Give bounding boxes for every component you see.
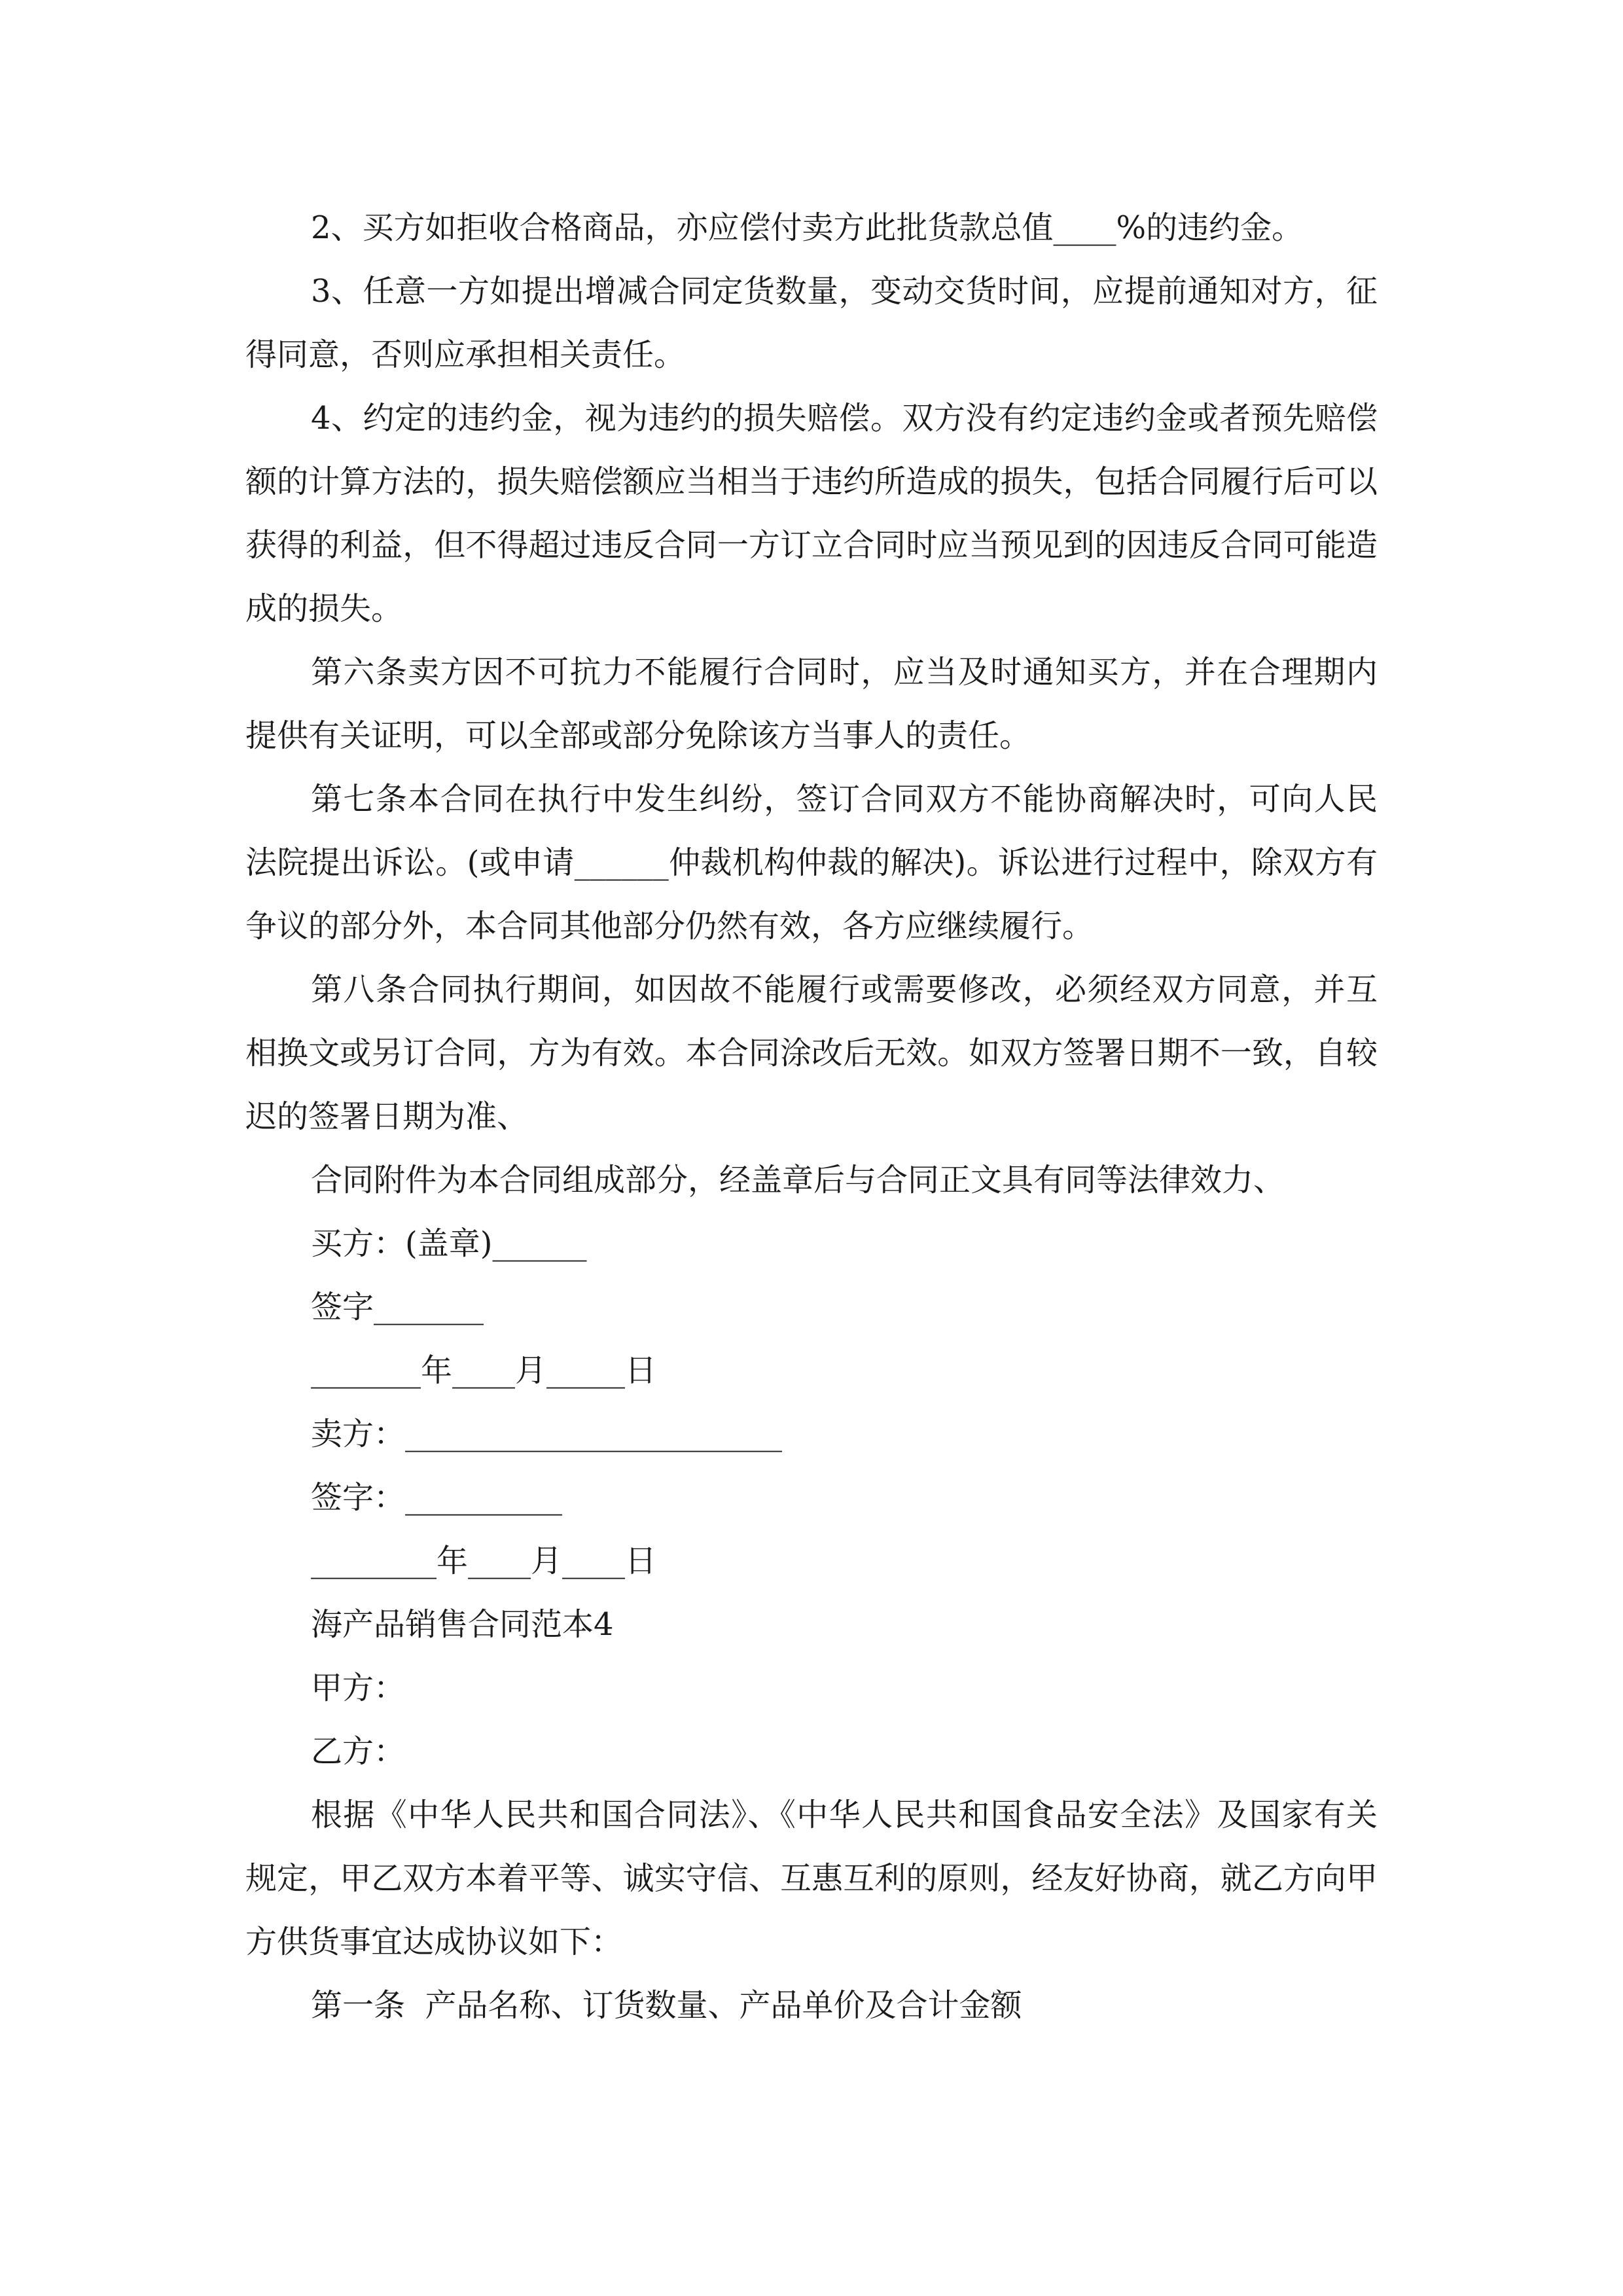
buyer-seal-line: 买方：(盖章)______ [311, 1225, 587, 1262]
party-a-line: 甲方： [311, 1670, 406, 1706]
paragraph-refusal-penalty: 2、买方如拒收合格商品，亦应偿付卖方此批货款总值____%的违约金。 [311, 209, 1304, 246]
paragraph-liquidated-damages: 4、约定的违约金，视为违约的损失赔偿。双方没有约定违约金或者预先赔偿额的计算方法的，损失赔偿额应当相当于违约所造成的损失，包括合同履行后可以获得的利益，但不得超过违反合同一方订立合同时应当预见到的因违反合同可能造成的损失。 [245, 400, 1378, 627]
buyer-signature-line: 签字_______ [311, 1289, 484, 1325]
paragraph-article-6: 第六条卖方因不可抗力不能履行合同时，应当及时通知买方，并在合理期内提供有关证明，可以全部或部分免除该方当事人的责任。 [245, 654, 1378, 754]
buyer-date-line: _______年____月_____日 [311, 1352, 657, 1389]
paragraph-article-8: 第八条合同执行期间，如因故不能履行或需要修改，必须经双方同意，并互相换文或另订合同，方为有效。本合同涂改后无效。如双方签署日期不一致，自较迟的签署日期为准、 [245, 971, 1378, 1135]
paragraph-attachments: 合同附件为本合同组成部分，经盖章后与合同正文具有同等法律效力、 [311, 1162, 1285, 1198]
article-1-heading: 第一条 产品名称、订货数量、产品单价及合计金额 [311, 1987, 1022, 2024]
document-page [245, 196, 1378, 2037]
seller-line: 卖方：________________________ [311, 1416, 783, 1452]
seller-date-line: ________年____月____日 [311, 1543, 657, 1579]
seller-signature-line: 签字：__________ [311, 1479, 563, 1516]
contract-4-title: 海产品销售合同范本4 [311, 1606, 614, 1643]
party-b-line: 乙方： [311, 1733, 406, 1770]
paragraph-article-7: 第七条本合同在执行中发生纠纷，签订合同双方不能协商解决时，可向人民法院提出诉讼。(或申请______仲裁机构仲裁的解决)。诉讼进行过程中，除双方有争议的部分外，本合同其他部分仍然有效，各方应继续履行。 [245, 781, 1378, 944]
contract-4-intro: 根据《中华人民共和国合同法》、《中华人民共和国食品安全法》及国家有关规定，甲乙双方本着平等、诚实守信、互惠互利的原则，经友好协商，就乙方向甲方供货事宜达成协议如下： [245, 1797, 1378, 1960]
paragraph-quantity-change: 3、任意一方如提出增减合同定货数量，变动交货时间，应提前通知对方，征得同意，否则应承担相关责任。 [245, 273, 1378, 373]
